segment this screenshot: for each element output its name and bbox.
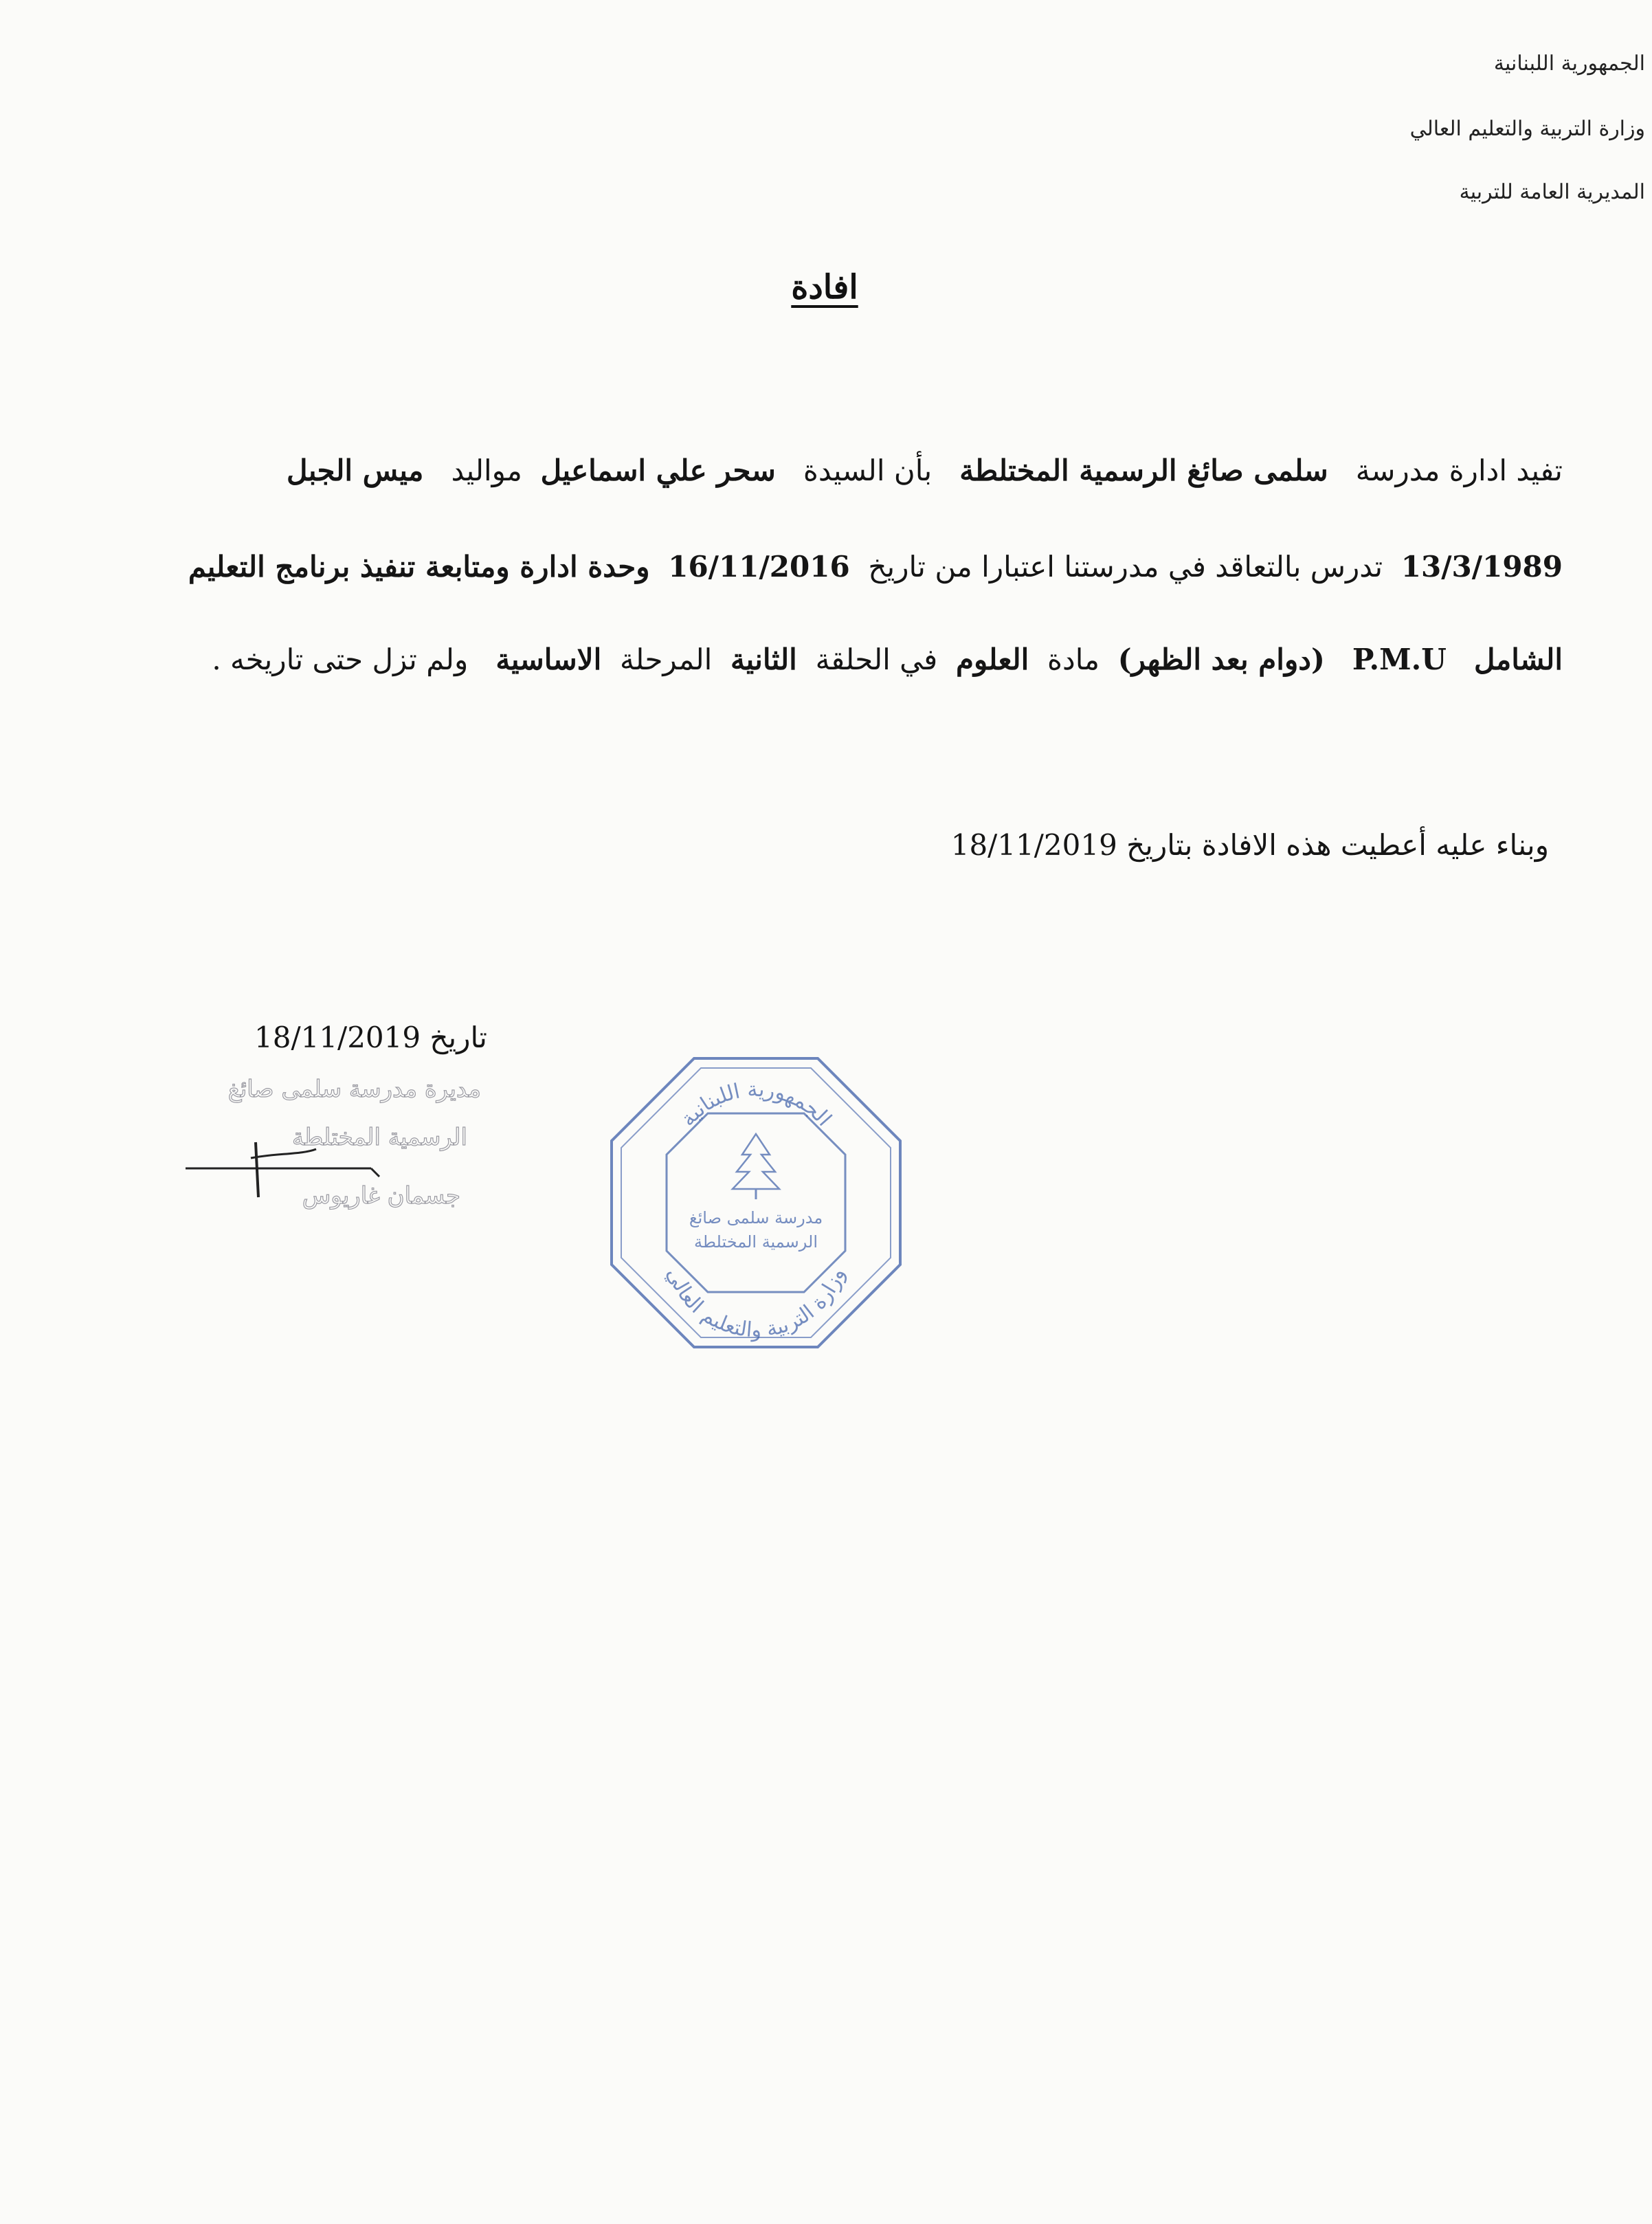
cycle: الثانية	[730, 643, 797, 676]
body-text: في الحلقة	[815, 643, 938, 676]
school-name: سلمى صائغ الرسمية المختلطة	[959, 454, 1328, 487]
program-unit: وحدة ادارة ومتابعة تنفيذ برنامج التعليم	[188, 550, 650, 583]
stamp-line-school: الرسمية المختلطة	[291, 1124, 467, 1151]
issue-date: تاريخ 18/11/2019	[254, 1021, 487, 1054]
seal-bottom-text: وزارة التربية والتعليم العالي	[662, 1264, 850, 1343]
document-title: افادة	[791, 268, 858, 307]
official-seal	[605, 1052, 907, 1354]
svg-text:الجمهورية اللبنانية	[676, 1078, 836, 1131]
body-line-3	[212, 643, 1563, 676]
closing-statement: وبناء عليه أعطيت هذه الافادة بتاريخ 18/11/2019	[950, 828, 1549, 862]
body-text: مادة	[1047, 643, 1100, 676]
director-stamp	[96, 1072, 481, 1237]
body-line-2	[188, 550, 1563, 583]
body-text: بأن السيدة	[803, 454, 933, 487]
svg-text:وزارة التربية والتعليم العالي	[662, 1265, 849, 1342]
stamp-line-title: مديرة مدرسة سلمى صائغ	[227, 1076, 481, 1103]
body-text: تفيد ادارة مدرسة	[1355, 454, 1563, 487]
birthplace: ميس الجبل	[287, 454, 424, 487]
cedar-icon	[733, 1134, 779, 1199]
header-line-ministry: وزارة التربية والتعليم العالي	[1409, 117, 1645, 141]
subject: العلوم	[955, 643, 1029, 676]
body-text: تدرس بالتعاقد في مدرستنا اعتبارا من تاريخ	[868, 550, 1383, 583]
start-date: 16/11/2016	[668, 550, 850, 583]
body-text: ولم تزل حتى تاريخه .	[212, 643, 469, 676]
program-name: الشامل	[1473, 643, 1563, 676]
stage: الاساسية	[495, 643, 602, 676]
body-text: المرحلة	[620, 643, 713, 676]
stamp-line-name: جسمان غاريوس	[302, 1182, 460, 1210]
header-line-republic: الجمهورية اللبنانية	[1493, 52, 1645, 76]
person-name: سحر علي اسماعيل	[540, 454, 776, 487]
header-line-directorate: المديرية العامة للتربية	[1459, 180, 1645, 204]
signature-mark	[96, 1072, 481, 1237]
seal-inner-line2: الرسمية المختلطة	[693, 1232, 818, 1252]
shift: (دوام بعد الظهر)	[1117, 643, 1325, 676]
seal-graphic	[605, 1052, 907, 1354]
seal-top-text: الجمهورية اللبنانية	[676, 1077, 836, 1131]
program-code: P.M.U	[1352, 643, 1447, 676]
seal-inner-line1: مدرسة سلمى صائغ	[689, 1208, 823, 1227]
body-text: مواليد	[451, 454, 522, 487]
body-line-1	[287, 454, 1563, 487]
birth-date: 13/3/1989	[1400, 550, 1563, 583]
